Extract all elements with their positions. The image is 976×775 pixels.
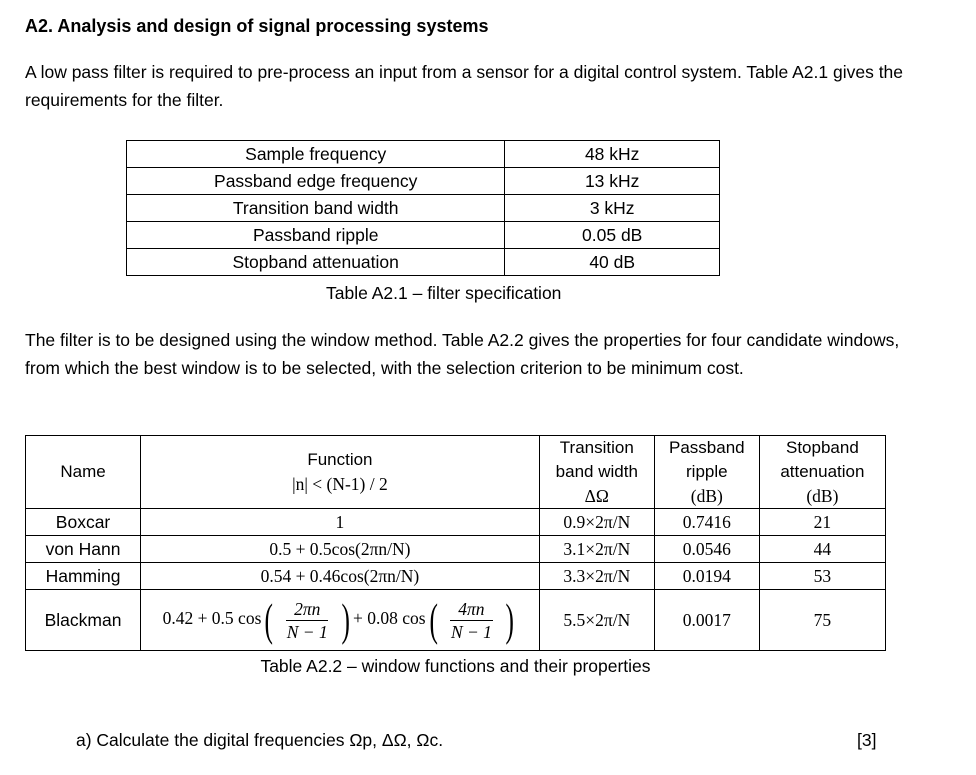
window-transition: 3.3×2π/N (539, 563, 654, 590)
spec-label: Transition band width (127, 195, 505, 222)
window-ripple: 0.0194 (654, 563, 759, 590)
table-row (26, 563, 886, 590)
fraction-1-denominator: N − 1 (286, 621, 328, 642)
spec-value: 13 kHz (505, 168, 720, 195)
table-row (127, 141, 720, 168)
window-name: Boxcar (26, 509, 141, 536)
header-stopband-line2: attenuation (780, 462, 865, 481)
window-attenuation: 44 (759, 536, 885, 563)
header-transition-line2: band width (555, 462, 638, 481)
table-caption: Table A2.2 – window functions and their properties (260, 656, 651, 676)
marks-label: [3] (857, 730, 877, 750)
spec-value: 48 kHz (505, 141, 720, 168)
method-paragraph: The filter is to be designed using the window method. Table A2.2 gives the properties for four candidate windows, from which the best window is to be selected, with the selection criterion to be minimum cost. (25, 330, 900, 378)
question-a: a) Calculate the digital frequencies Ωp, ΔΩ, Ωc. (76, 730, 444, 750)
table-row (127, 168, 720, 195)
header-function (141, 436, 540, 509)
intro-paragraph: A low pass filter is required to pre-process an input from a sensor for a digital control system. Table A2.1 gives the requirements for the filter. (25, 62, 904, 110)
window-name: Hamming (26, 563, 141, 590)
window-name: von Hann (26, 536, 141, 563)
window-ripple: 0.0546 (654, 536, 759, 563)
right-paren: ) (341, 594, 350, 645)
window-functions-table (25, 435, 886, 651)
spec-label: Passband edge frequency (127, 168, 505, 195)
left-paren: ( (264, 594, 274, 645)
window-function: 0.5 + 0.5cos(2πn/N) (141, 536, 540, 563)
window-function: 0.54 + 0.46cos(2πn/N) (141, 563, 540, 590)
fraction-2-denominator: N − 1 (450, 621, 492, 642)
table-row (127, 195, 720, 222)
fraction-2 (443, 598, 500, 643)
spec-label: Stopband attenuation (127, 249, 505, 276)
table-row (127, 222, 720, 249)
fraction-1-numerator: 2πn (286, 598, 328, 621)
blackman-function (141, 590, 540, 651)
blackman-term2: + 0.08 cos (353, 608, 426, 629)
header-name: Name (26, 436, 141, 509)
window-attenuation: 53 (759, 563, 885, 590)
header-function-label: Function (307, 450, 373, 469)
window-transition: 3.1×2π/N (539, 536, 654, 563)
header-passband-line1: Passband (669, 438, 745, 457)
spec-value: 0.05 dB (505, 222, 720, 249)
window-transition: 5.5×2π/N (539, 590, 654, 651)
table-row (26, 590, 886, 651)
fraction-1 (279, 598, 336, 643)
right-paren: ) (505, 594, 514, 645)
header-transition-line3: ΔΩ (584, 486, 609, 506)
window-function: 1 (141, 509, 540, 536)
header-stopband (759, 436, 885, 509)
window-ripple: 0.0017 (654, 590, 759, 651)
spec-label: Passband ripple (127, 222, 505, 249)
table-caption: Table A2.1 – filter specification (326, 283, 562, 303)
left-paren: ( (429, 594, 438, 645)
header-passband-line2: ripple (686, 462, 728, 481)
table-row (26, 509, 886, 536)
section-heading: A2. Analysis and design of signal processing systems (25, 16, 489, 36)
window-transition: 0.9×2π/N (539, 509, 654, 536)
header-passband (654, 436, 759, 509)
fraction-2-numerator: 4πn (450, 598, 492, 621)
header-passband-line3: (dB) (690, 486, 723, 506)
table-row (127, 249, 720, 276)
header-transition (539, 436, 654, 509)
window-attenuation: 75 (759, 590, 885, 651)
spec-value: 40 dB (505, 249, 720, 276)
window-name: Blackman (26, 590, 141, 651)
window-attenuation: 21 (759, 509, 885, 536)
table-header-row (26, 436, 886, 509)
spec-label: Sample frequency (127, 141, 505, 168)
header-stopband-line3: (dB) (806, 486, 839, 506)
header-function-domain: |n| < (N-1) / 2 (292, 474, 388, 494)
spec-value: 3 kHz (505, 195, 720, 222)
header-transition-line1: Transition (559, 438, 634, 457)
blackman-term1: 0.42 + 0.5 cos (162, 608, 262, 629)
filter-spec-table (126, 140, 720, 276)
header-stopband-line1: Stopband (786, 438, 859, 457)
table-row (26, 536, 886, 563)
window-ripple: 0.7416 (654, 509, 759, 536)
